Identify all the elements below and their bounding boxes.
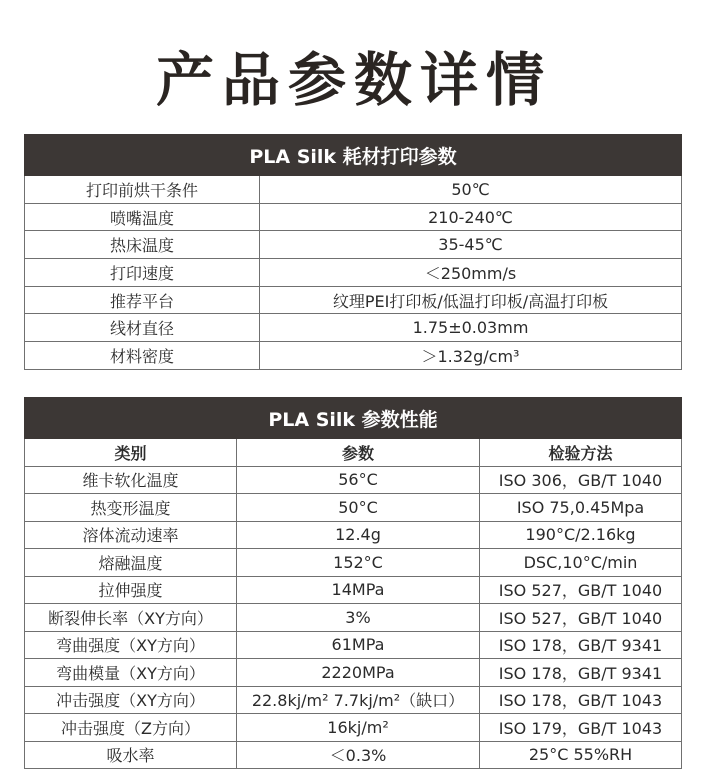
category-cell: 断裂伸长率（XY方向） (25, 604, 237, 632)
parameter-cell: 2220MPa (237, 659, 480, 687)
category-cell: 冲击强度（Z方向） (25, 714, 237, 742)
category-cell: 弯曲强度（XY方向） (25, 631, 237, 659)
category-cell: 维卡软化温度 (25, 466, 237, 494)
category-cell: 拉伸强度 (25, 576, 237, 604)
table-row (25, 549, 682, 577)
method-cell: ISO 306，GB/T 1040 (480, 466, 682, 494)
param-label: 推荐平台 (25, 286, 260, 314)
parameter-cell: 12.4g (237, 521, 480, 549)
column-header-category: 类别 (25, 439, 237, 467)
param-label: 打印速度 (25, 259, 260, 287)
param-value: 1.75±0.03mm (260, 314, 682, 342)
param-label: 喷嘴温度 (25, 203, 260, 231)
table-row (25, 286, 682, 314)
param-value: 210-240℃ (260, 203, 682, 231)
page-title: 产品参数详情 (155, 46, 552, 114)
column-header-row (25, 439, 682, 467)
method-cell: ISO 75,0.45Mpa (480, 494, 682, 522)
param-value: 35-45℃ (260, 231, 682, 259)
parameter-cell: 3% (237, 604, 480, 632)
method-cell: 190°C/2.16kg (480, 521, 682, 549)
table-row (25, 631, 682, 659)
method-cell: DSC,10°C/min (480, 549, 682, 577)
table-row (25, 494, 682, 522)
table-row (25, 466, 682, 494)
method-cell: ISO 179，GB/T 1043 (480, 714, 682, 742)
category-cell: 弯曲模量（XY方向） (25, 659, 237, 687)
table-row (25, 576, 682, 604)
category-cell: 熔融温度 (25, 549, 237, 577)
category-cell: 冲击强度（XY方向） (25, 686, 237, 714)
table-row (25, 259, 682, 287)
performance-header: PLA Silk 参数性能 (25, 398, 682, 439)
method-cell: ISO 527，GB/T 1040 (480, 604, 682, 632)
parameter-cell: 50°C (237, 494, 480, 522)
method-cell: ISO 178，GB/T 9341 (480, 631, 682, 659)
method-cell: ISO 178，GB/T 1043 (480, 686, 682, 714)
category-cell: 热变形温度 (25, 494, 237, 522)
parameter-cell: 22.8kj/m² 7.7kj/m²（缺口） (237, 686, 480, 714)
method-cell: ISO 178，GB/T 9341 (480, 659, 682, 687)
param-value: ＞1.32g/cm³ (260, 342, 682, 370)
print-parameters-table (24, 134, 682, 370)
param-value: 纹理PEI打印板/低温打印板/高温打印板 (260, 286, 682, 314)
parameter-cell: 14MPa (237, 576, 480, 604)
table-row (25, 342, 682, 370)
print-parameters-header: PLA Silk 耗材打印参数 (25, 135, 682, 176)
category-cell: 溶体流动速率 (25, 521, 237, 549)
table-row (25, 659, 682, 687)
param-label: 热床温度 (25, 231, 260, 259)
table-row (25, 521, 682, 549)
table-row (25, 604, 682, 632)
table-row (25, 314, 682, 342)
table-row (25, 714, 682, 742)
parameter-cell: ＜0.3% (237, 741, 480, 769)
table-row (25, 686, 682, 714)
table-row (25, 176, 682, 204)
category-cell: 吸水率 (25, 741, 237, 769)
method-cell: 25°C 55%RH (480, 741, 682, 769)
param-label: 线材直径 (25, 314, 260, 342)
method-cell: ISO 527，GB/T 1040 (480, 576, 682, 604)
param-label: 材料密度 (25, 342, 260, 370)
parameter-cell: 16kj/m² (237, 714, 480, 742)
column-header-parameter: 参数 (237, 439, 480, 467)
column-header-method: 检验方法 (480, 439, 682, 467)
table-row (25, 741, 682, 769)
param-label: 打印前烘干条件 (25, 176, 260, 204)
table-row (25, 203, 682, 231)
performance-table (24, 397, 682, 769)
parameter-cell: 152°C (237, 549, 480, 577)
parameter-cell: 61MPa (237, 631, 480, 659)
param-value: ＜250mm/s (260, 259, 682, 287)
parameter-cell: 56°C (237, 466, 480, 494)
param-value: 50℃ (260, 176, 682, 204)
table-row (25, 231, 682, 259)
